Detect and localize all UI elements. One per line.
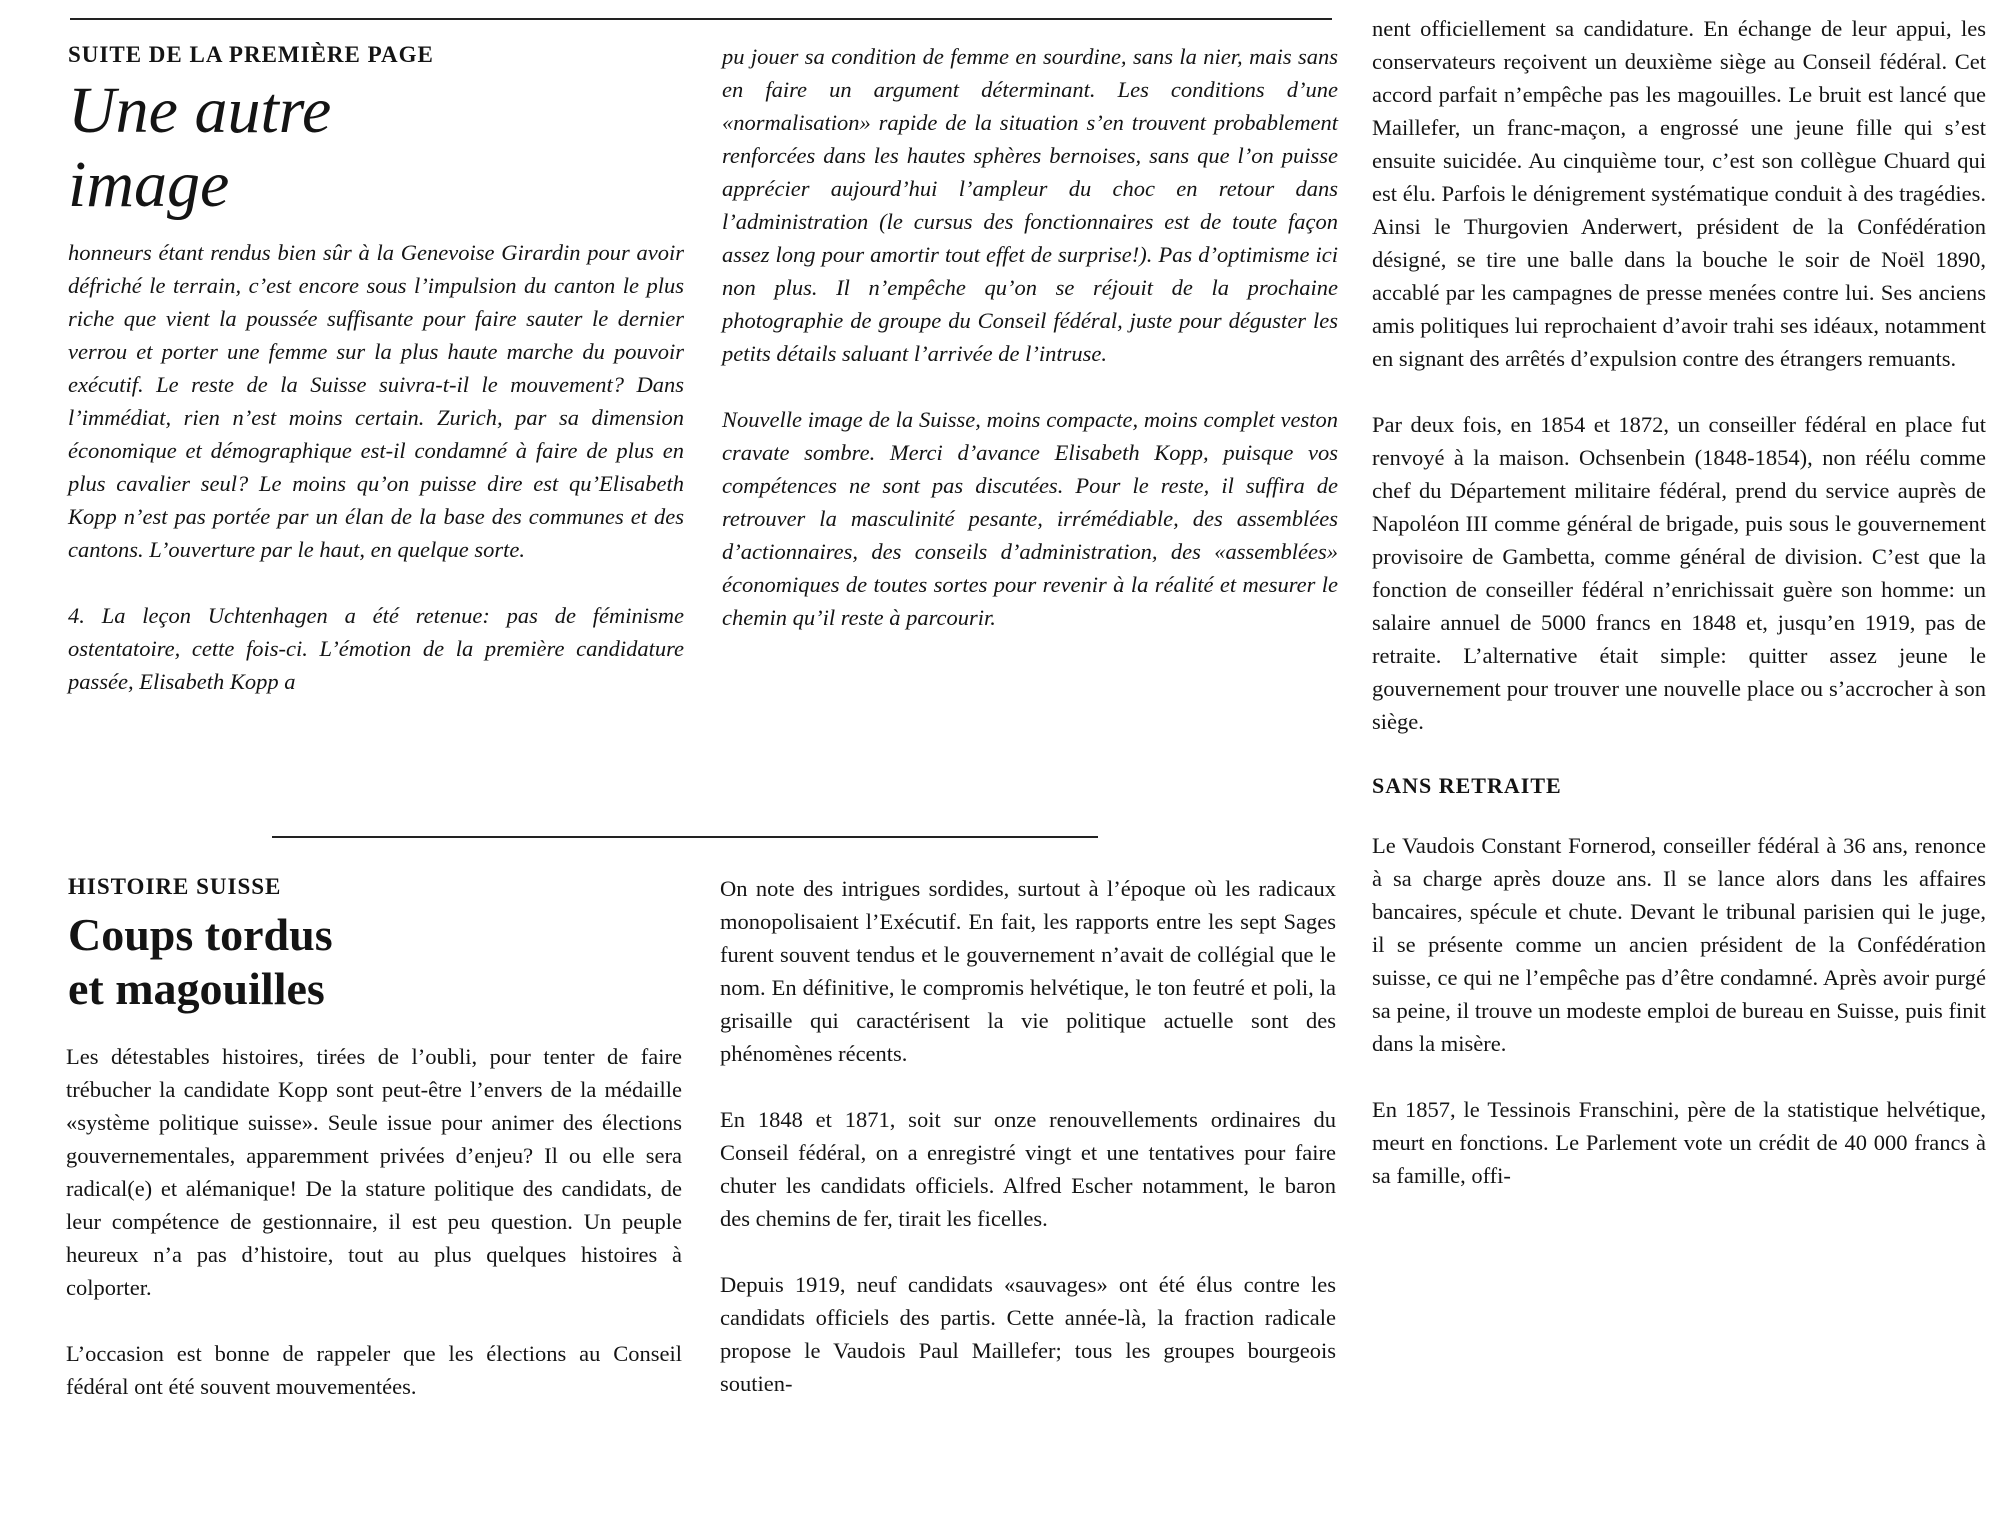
article2-col1-paragraph-1: Les détestables histoires, tirées de l’oubli, pour tenter de faire trébucher la candidate Kopp sont peut-être l’envers de la médaille «système politique suisse». Seule issue pour animer des élections gouvernementales, apparemment privées d’enjeu? Il ou elle sera radical(e) et alémanique! De la stature politique des candidats, de leur compétence de gestionnaire, il est peu question. Un peuple heureux n’a pas d’histoire, tout au plus quelques histoires à colporter.: [66, 1044, 682, 1300]
article2-headline-line1: Coups tordus: [68, 909, 333, 960]
article-separator-rule: [272, 836, 1098, 838]
article1-column-2: [722, 40, 1338, 667]
article2-col2-paragraph-1: On note des intrigues sordides, surtout à l’époque où les radicaux monopolisaient l’Exécutif. En fait, les rapports entre les sept Sages furent souvent tendus et le gouvernement n’avait de collégial que le nom. En définitive, le compromis helvétique, le ton feutré et poli, la grisaille qui caractérisent la vie politique actuelle sont des phénomènes récents.: [720, 876, 1336, 1066]
article2-col3-paragraph-1: nent officiellement sa candidature. En échange de leur appui, les conservateurs reçoivent un deuxième siège au Conseil fédéral. Cet accord parfait n’empêche pas les magouilles. Le bruit est lancé que Maillefer, un franc-maçon, a engrossé une jeune fille qui s’est ensuite suicidée. Au cinquième tour, c’est son collègue Chuard qui est élu. Parfois le dénigrement systématique conduit à des tragédies. Ainsi le Thurgovien Anderwert, président de la Confédération désigné, se tire une balle dans la bouche le soir de Noël 1890, accablé par les campagnes de presse menées contre lui. Ses anciens amis politiques lui reprochaient d’avoir trahi ses idéaux, notamment en signant des arrêtés d’expulsion contre des étrangers remuants.: [1372, 16, 1986, 371]
article-coups-tordus: [68, 872, 688, 1026]
article1-col2-paragraph-1: pu jouer sa condition de femme en sourdine, sans la nier, mais sans en faire un argument déterminant. Les conditions d’une «normalisation» rapide de la situation s’en trouvent probablement renforcées dans les hautes sphères bernoises, sans que l’on puisse apprécier aujourd’hui l’ampleur du choc en retour dans l’administration (le cursus des fonctionnaires est de toute façon assez long pour amortir tout effet de surprise!). Pas d’optimisme ici non plus. Il n’empêche qu’on se réjouit de la prochaine photographie de groupe du Conseil fédéral, juste pour déguster les petits détails saluant l’arrivée de l’intruse.: [722, 44, 1338, 366]
article2-kicker: HISTOIRE SUISSE: [68, 874, 282, 899]
article1-kicker: SUITE DE LA PREMIÈRE PAGE: [68, 42, 434, 67]
article2-col3-paragraph-4: En 1857, le Tessinois Franschini, père de la statistique helvétique, meurt en fonctions. Le Parlement vote un crédit de 40 000 francs à sa famille, offi-: [1372, 1097, 1986, 1188]
article2-subhead: SANS RETRAITE: [1372, 773, 1562, 798]
article1-col1-paragraph-1: honneurs étant rendus bien sûr à la Genevoise Girardin pour avoir défriché le terrain, c’est encore sous l’impulsion du canton le plus riche que vient la poussée suffisante pour faire sauter le dernier verrou et porter une femme sur la plus haute marche du pouvoir exécutif. Le reste de la Suisse suivra-t-il le mouvement? Dans l’immédiat, rien n’est moins certain. Zurich, par sa dimension économique et démographique est-il condamné à faire de plus en plus cavalier seul? Le moins qu’on puisse dire est qu’Elisabeth Kopp n’est pas portée par un élan de la base des communes et des cantons. L’ouverture par le haut, en quelque sorte.: [68, 240, 684, 562]
article2-col1-paragraph-2: L’occasion est bonne de rappeler que les élections au Conseil fédéral ont été souvent mouvementées.: [66, 1341, 682, 1399]
top-rule: [70, 18, 1332, 20]
article-une-autre-image: [68, 40, 688, 238]
article2-col3-paragraph-2: Par deux fois, en 1854 et 1872, un conseiller fédéral en place fut renvoyé à la maison. Ochsenbein (1848-1854), non réélu comme chef du Département militaire fédéral, prend du service auprès de Napoléon III comme général de brigade, puis sous le gouvernement provisoire de Gambetta, comme général de division. C’est que la fonction de conseiller fédéral n’enrichissait guère son homme: un salaire annuel de 5000 francs en 1848 et, jusqu’en 1919, pas de retraite. L’alternative était simple: quitter assez jeune le gouvernement pour trouver une nouvelle place ou s’accrocher à son siège.: [1372, 412, 1986, 734]
article2-col3-paragraph-3: Le Vaudois Constant Fornerod, conseiller fédéral à 36 ans, renonce à sa charge après douze ans. Il se lance alors dans les affaires bancaires, spécule et chute. Devant le tribunal parisien qui le juge, il se présente comme un ancien président de la Confédération suisse, ce qui ne l’empêche pas d’être condamné. Après avoir purgé sa peine, il trouve un modeste emploi de bureau en Suisse, puis finit dans la misère.: [1372, 833, 1986, 1056]
article1-col2-paragraph-2: Nouvelle image de la Suisse, moins compacte, moins complet veston cravate sombre. Merci d’avance Elisabeth Kopp, puisque vos compétences ne sont pas discutées. Pour le reste, il suffira de retrouver la masculinité pesante, irrémédiable, des assemblées d’actionnaires, des conseils d’administration, des «assemblées» économiques de toutes sortes pour revenir à la réalité et mesurer le chemin qu’il reste à parcourir.: [722, 407, 1338, 630]
article2-col2-paragraph-2: En 1848 et 1871, soit sur onze renouvellements ordinaires du Conseil fédéral, on a enregistré vingt et une tentatives pour faire chuter les candidats officiels. Alfred Escher notamment, le baron des chemins de fer, tirait les ficelles.: [720, 1107, 1336, 1231]
article2-headline: [68, 908, 688, 1016]
article2-column-2: [720, 872, 1336, 1433]
article2-column-1: [66, 1040, 682, 1436]
article1-col1-paragraph-2: 4. La leçon Uchtenhagen a été retenue: pas de féminisme ostentatoire, cette fois-ci. L’émotion de la première candidature passée, Elisabeth Kopp a: [68, 603, 684, 694]
article2-headline-line2: et magouilles: [68, 963, 325, 1014]
article2-col2-paragraph-3: Depuis 1919, neuf candidats «sauvages» ont été élus contre les candidats officiels des partis. Cette année-là, la fraction radicale propose le Vaudois Paul Maillefer; tous les groupes bourgeois soutien-: [720, 1272, 1336, 1396]
article1-headline-line2: image: [68, 148, 230, 221]
article1-headline: [68, 74, 688, 222]
article1-column-1: [68, 236, 684, 731]
article1-headline-line1: Une autre: [68, 74, 332, 147]
article2-column-3: [1372, 12, 1986, 1225]
